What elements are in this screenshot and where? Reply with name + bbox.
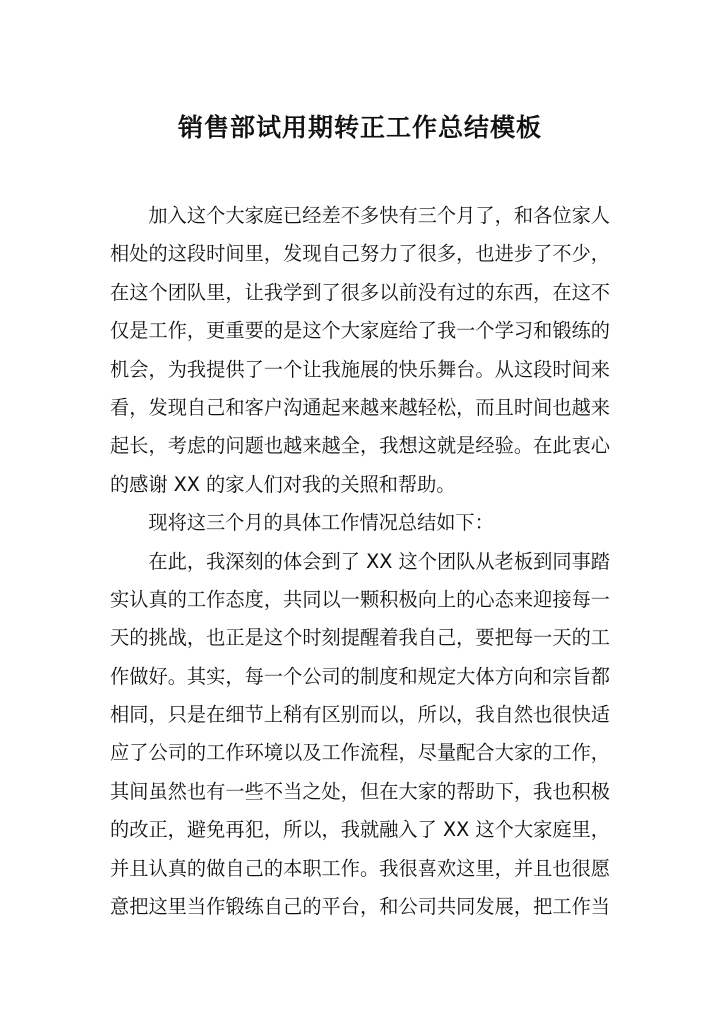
document-body — [110, 197, 610, 926]
paragraph-line: 应了公司的工作环境以及工作流程，尽量配合大家的工作， — [110, 741, 610, 765]
document-title: 销售部试用期转正工作总结模板 — [177, 113, 542, 142]
paragraph-line: 在这个团队里，让我学到了很多以前没有过的东西，在这不 — [110, 280, 610, 304]
paragraph-line: 起长，考虑的问题也越来越全，我想这就是经验。在此衷心 — [110, 434, 610, 458]
paragraph-line: 在此，我深刻的体会到了 XX 这个团队从老板到同事踏 — [148, 549, 610, 573]
paragraph-line: 的改正，避免再犯，所以，我就融入了 XX 这个大家庭里， — [110, 818, 610, 842]
paragraph-line: 仅是工作，更重要的是这个大家庭给了我一个学习和锻练的 — [110, 319, 610, 343]
paragraph-line: 的感谢 XX 的家人们对我的关照和帮助。 — [110, 472, 456, 496]
paragraph-line: 并且认真的做自己的本职工作。我很喜欢这里，并且也很愿 — [110, 856, 610, 880]
paragraph-line: 相同，只是在细节上稍有区别而以，所以，我自然也很快适 — [110, 703, 610, 727]
paragraph-line: 相处的这段时间里，发现自己努力了很多，也进步了不少， — [110, 242, 610, 266]
paragraph-line: 实认真的工作态度，共同以一颗积极向上的心态来迎接每一 — [110, 587, 610, 611]
paragraph-line: 意把这里当作锻练自己的平台，和公司共同发展，把工作当 — [110, 895, 610, 919]
paragraph-line: 看，发现自己和客户沟通起来越来越轻松，而且时间也越来 — [110, 395, 610, 419]
paragraph-line: 作做好。其实，每一个公司的制度和规定大体方向和宗旨都 — [110, 664, 610, 688]
paragraph-line: 机会，为我提供了一个让我施展的快乐舞台。从这段时间来 — [110, 357, 610, 381]
paragraph-line: 现将这三个月的具体工作情况总结如下： — [148, 511, 494, 535]
paragraph-line: 其间虽然也有一些不当之处，但在大家的帮助下，我也积极 — [110, 779, 610, 803]
paragraph-line: 天的挑战，也正是这个时刻提醒着我自己，要把每一天的工 — [110, 626, 610, 650]
paragraph-line: 加入这个大家庭已经差不多快有三个月了，和各位家人 — [148, 204, 610, 227]
